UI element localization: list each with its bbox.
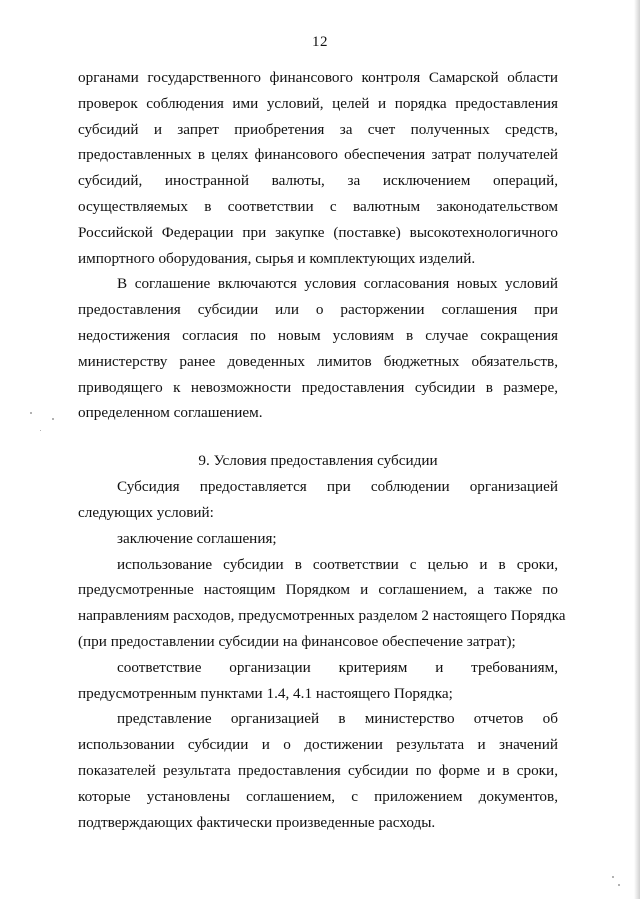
paragraph-5	[78, 552, 566, 655]
text-line: предоставленных в целях финансового обеспечения затрат получателей	[78, 146, 558, 164]
scan-speck	[40, 430, 41, 431]
text-line: заключение соглашения;	[117, 529, 277, 547]
text-line: субсидий, иностранной валюты, за исключением операций,	[78, 172, 558, 190]
text-line: определенном соглашением.	[78, 404, 263, 422]
paragraph-1	[78, 65, 558, 271]
paragraph-7	[78, 706, 558, 835]
text-line: В соглашение включаются условия согласования новых условий	[117, 275, 558, 293]
text-line: Российской Федерации при закупке (поставке) высокотехнологичного	[78, 223, 558, 241]
text-line: импортного оборудования, сырья и комплектующих изделий.	[78, 249, 476, 267]
text-line: проверок соблюдения ими условий, целей и порядка предоставления	[78, 94, 558, 112]
scan-speck	[30, 412, 32, 414]
text-line: субсидий и запрет приобретения за счет полученных средств,	[78, 120, 558, 138]
text-line: предоставления субсидии или о расторжении соглашения при	[78, 301, 558, 319]
scan-speck	[612, 876, 614, 878]
scan-speck	[52, 418, 54, 420]
text-line: органами государственного финансового контроля Самарской области	[78, 69, 558, 86]
text-line: представление организацией в министерство отчетов об	[117, 710, 558, 728]
text-line: (при предоставлении субсидии на финансовое обеспечение затрат);	[78, 632, 516, 650]
text-line: использование субсидии в соответствии с целью и в сроки,	[117, 555, 558, 573]
text-line: министерству ранее доведенных лимитов бюджетных обязательств,	[78, 352, 558, 370]
document-body	[78, 65, 566, 835]
text-line: показателей результата предоставления субсидии по форме и в сроки,	[78, 761, 558, 779]
text-line: недостижения согласия по новым условиям в случае сокращения	[78, 326, 558, 344]
text-line: использовании субсидии и о достижении результата и значений	[78, 736, 558, 754]
text-line: предусмотренные настоящим Порядком и соглашением, а также по	[78, 581, 558, 599]
section-heading: 9. Условия предоставления субсидии	[198, 452, 438, 470]
page-number: 12	[312, 34, 328, 50]
text-line: подтверждающих фактически произведенные расходы.	[78, 813, 436, 831]
text-line: предусмотренным пунктами 1.4, 4.1 настоящего Порядка;	[78, 684, 453, 702]
text-line: соответствие организации критериям и требованиям,	[117, 658, 558, 676]
text-line: осуществляемых в соответствии с валютным законодательством	[78, 197, 558, 215]
text-line: которые установлены соглашением, с приложением документов,	[78, 787, 558, 805]
text-line: направлениям расходов, предусмотренных разделом 2 настоящего Порядка	[78, 607, 566, 625]
text-line: Субсидия предоставляется при соблюдении организацией	[117, 478, 558, 496]
text-line: следующих условий:	[78, 503, 214, 521]
scan-edge-shadow	[634, 0, 640, 899]
paragraph-3	[78, 474, 558, 526]
paragraph-4	[78, 526, 558, 552]
scan-speck	[618, 884, 620, 886]
paragraph-6	[78, 655, 558, 707]
paragraph-2	[78, 271, 558, 426]
text-line: приводящего к невозможности предоставления субсидии в размере,	[78, 378, 558, 396]
